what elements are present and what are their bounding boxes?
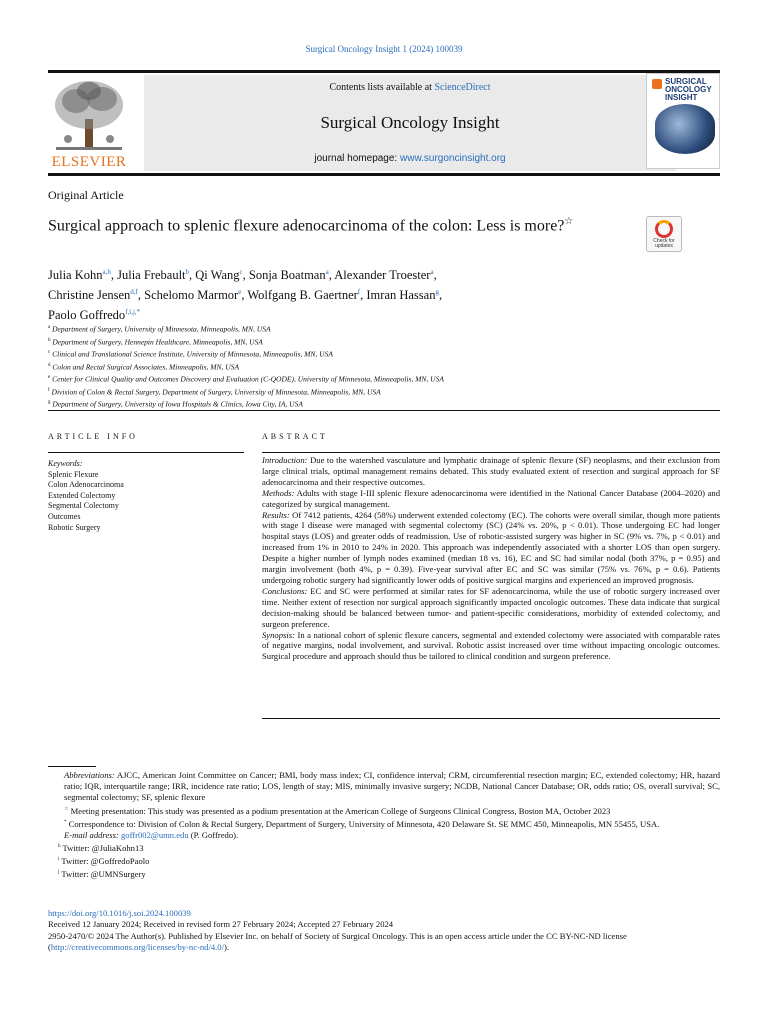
meeting-mark: ☆: [64, 806, 69, 812]
license-text: 2950-2470/© 2024 The Author(s). Published by Elsevier Inc. on behalf of Society of Surgical Oncology. This is an open access article under the CC BY-NC-ND license (: [48, 930, 627, 953]
author-affil-link[interactable]: e: [238, 288, 242, 297]
license-link[interactable]: http://creativecommons.org/licenses/by-nc-nd/4.0/: [50, 942, 224, 953]
author-affil-link[interactable]: a,h: [102, 268, 111, 276]
affiliation: [48, 335, 720, 348]
crossmark-icon: [655, 220, 673, 238]
author-name: Christine Jensen: [48, 288, 131, 303]
keywords-block: [48, 459, 244, 533]
abstract-methods: [262, 488, 720, 510]
keywords-label: Keywords:: [48, 459, 83, 468]
author-affil-link[interactable]: b: [185, 268, 190, 276]
author-name: Qi Wang: [195, 268, 240, 283]
contents-available: [144, 82, 676, 93]
author-name: Alexander Troester: [334, 268, 431, 283]
author-list: Julia Kohn$^{a,h}$, Julia Frebault$^b$, Qi Wang$^c$, Sonja Boatman$^a$, Alexander Troester$^a$, Christine Jensen$^{d,f}$, Schelomo Marmor$^e$, Wolfgang B. Gaertner$^f$, Imran Hassan$^g$, Paolo Goffredo$^{f,i,j,*}$: [48, 268, 443, 323]
author-affil-link[interactable]: d,f: [130, 288, 138, 297]
abstract-section-label: Synopsis:: [262, 629, 295, 640]
affiliation: [48, 397, 720, 410]
twitter-key: h: [58, 843, 61, 849]
abstract-divider: [262, 452, 720, 453]
keyword: Outcomes: [48, 511, 81, 521]
email-link[interactable]: goffr002@umn.edu: [120, 829, 189, 840]
affiliation: [48, 372, 720, 385]
author-name: Paolo Goffredo: [48, 308, 126, 323]
abstract-section-label: Conclusions:: [262, 585, 308, 596]
keyword: Segmental Colectomy: [48, 501, 119, 511]
homepage-prefix: journal homepage:: [314, 153, 400, 164]
abstract-section-label: Results:: [262, 509, 290, 520]
footnote-divider: [48, 766, 96, 767]
abstract-section-text: In a national cohort of splenic flexure cancers, segmental and extended colectomy were associated with comparable rates of negative margins, nodal involvement, and survival. Robotic assist increased over time without impacting oncologic outcomes. Surgical procedure and approach should thus be tailored to clinical condition and surgeon preference.: [262, 629, 720, 662]
title-footnote-mark[interactable]: ☆: [564, 216, 574, 227]
author-affil-link[interactable]: a: [325, 268, 329, 276]
abstract-results: [262, 510, 720, 586]
journal-citation[interactable]: Surgical Oncology Insight 1 (2024) 100039: [305, 44, 463, 54]
affiliation-key: b: [48, 337, 51, 343]
doi-link[interactable]: https://doi.org/10.1016/j.soi.2024.100039: [48, 908, 191, 918]
publication-info: [48, 908, 720, 954]
affiliation: [48, 360, 720, 373]
correspondence-footnote: [48, 817, 720, 830]
society-logo-icon: [652, 79, 662, 89]
email-label: E-mail address:: [64, 829, 119, 840]
author-affil-link[interactable]: f: [357, 288, 361, 297]
affiliation: [48, 385, 720, 398]
license-end: ).: [223, 942, 229, 953]
tree-icon: [48, 79, 130, 153]
abstract-section-text: Adults with stage I-III splenic flexure adenocarcinoma were identified in the National Cancer Database (2004–2020) and categorized by surgical management.: [262, 487, 720, 509]
keyword: Robotic Surgery: [48, 522, 101, 532]
journal-banner: [144, 75, 676, 171]
affiliation-key: f: [48, 387, 50, 393]
abbreviations-label: Abbreviations:: [64, 770, 115, 780]
author-name: Julia Frebault: [117, 268, 186, 283]
journal-title: Surgical Oncology Insight: [320, 113, 500, 132]
keyword: Colon Adenocarcinoma: [48, 480, 124, 490]
twitter-handle: Twitter: @UMNSurgery: [59, 868, 146, 879]
meeting-text: Meeting presentation: This study was presented as a podium presentation at the American College of Surgeons Clinical Congress, Boston MA, October 2023: [68, 805, 611, 816]
article-info-divider: [48, 452, 244, 453]
abstract-section-text: Of 7412 patients, 4264 (58%) underwent extended colectomy (EC). The cohorts were overall similar, though more patients with stage I disease were managed with segmental colectomy (SC) (24% vs. 20%, p < 0.01). Those undergoing EC had longer hospital stays (LOS) and greater odds of readmission. Use of robotic-assisted surgery was higher in SC (9% vs. 7%, p < 0.01) and increased from 1% in 2010 to 24% in 2020. This approach was independently associated with a shorter LOS than open surgery. Despite a higher number of lymph nodes examined (median 18 vs. 16), EC and SC had similar nodal (both 37%, p = 0.95) and margin involvement (both 4%, p = 0.39). Five-year survival after EC and SC was similar (75% vs. 76%, p = 0.6). Patients undergoing robotic surgery had significantly lower odds of positive surgical margins and experienced an improved prognosis.: [262, 509, 720, 585]
author-name: Schelomo Marmor: [144, 288, 239, 303]
affiliation-text: Division of Colon & Rectal Surgery, Department of Surgery, University of Minnesota, Minneapolis, MN, USA: [51, 387, 381, 396]
affiliation-text: Clinical and Translational Science Institute, University of Minnesota, Minneapolis, MN, USA: [52, 349, 333, 359]
email-footnote: [48, 830, 720, 841]
affiliation-key: a: [48, 325, 51, 330]
elsevier-wordmark: ELSEVIER: [51, 154, 127, 170]
elsevier-logo[interactable]: [48, 79, 130, 171]
abstract-heading: ABSTRACT: [262, 432, 328, 441]
author-name: Wolfgang B. Gaertner: [247, 288, 358, 303]
affiliation-text: Colon and Rectal Surgical Associates, Minneapolis, MN, USA: [52, 362, 240, 371]
section-divider: [48, 410, 720, 411]
affiliation-text: Department of Surgery, University of Iowa Hospitals & Clinics, Iowa City, IA, USA: [52, 399, 303, 409]
cover-title: SURGICAL ONCOLOGY INSIGHT: [665, 77, 712, 102]
globe-image: [655, 104, 715, 154]
publication-dates: Received 12 January 2024; Received in revised form 27 February 2024; Accepted 27 February 2024: [48, 919, 394, 930]
affiliation: [48, 347, 720, 360]
abstract-end-divider: [262, 718, 720, 719]
affiliation: [48, 322, 720, 335]
twitter-key: j: [58, 870, 60, 876]
correspondence-text: Correspondence to: Division of Colon & Rectal Surgery, Department of Surgery, University of Minnesota, 420 Delaware St. SE MMC 450, Minneapolis, MN 55455, USA.: [66, 818, 660, 829]
check-for-updates-label: Check for updates: [653, 238, 675, 249]
abstract-section-text: EC and SC were performed at similar rates for SF adenocarcinoma, while the use of robotic surgery increased over time. Neither extent of resection nor surgical approach significantly impacted oncologic outcomes. These data indicate that surgical decision-making should be balanced between tumor- and patient-specific considerations, morbidity of extended colectomy, and surgeon preference.: [262, 585, 720, 629]
author-name: Sonja Boatman: [248, 268, 326, 283]
abstract-section-label: Methods:: [262, 487, 295, 498]
author-affil-link[interactable]: a: [430, 268, 434, 276]
homepage-link[interactable]: www.surgoncinsight.org: [400, 153, 506, 164]
author-affil-link[interactable]: c: [239, 268, 243, 276]
affiliation-text: Department of Surgery, Hennepin Healthcare, Minneapolis, MN, USA: [52, 337, 263, 346]
keyword: Extended Colectomy: [48, 490, 116, 500]
abstract-section-text: Due to the watershed vasculature and lymphatic drainage of splenic flexure (SF) neoplasms, and their exclusion from large clinical trials, optimal management remains debated. This study evaluated extent of resection and surgical approach for SF adenocarcinoma and their respective outcomes.: [262, 455, 720, 487]
article-title-text: Surgical approach to splenic flexure adenocarcinoma of the colon: Less is more?: [48, 217, 565, 235]
masthead: [48, 70, 720, 176]
twitter-footnote: [48, 841, 720, 854]
keyword: Splenic Flexure: [48, 469, 99, 479]
abstract-synopsis: [262, 630, 720, 663]
author-affil-link[interactable]: g: [435, 288, 439, 297]
author-affil-link[interactable]: f,i,j,*: [125, 308, 141, 317]
footnotes: [48, 770, 720, 880]
affiliation-key: c: [48, 350, 51, 355]
article-type: Original Article: [48, 188, 124, 202]
abstract-introduction: [262, 455, 720, 488]
affiliation-key: g: [48, 400, 51, 405]
affiliation-text: Center for Clinical Quality and Outcomes Discovery and Evaluation (C-QODE), University of Minnesota, Minneapolis, MN, USA: [52, 374, 444, 384]
email-suffix: (P. Goffredo).: [188, 829, 239, 840]
check-for-updates-button[interactable]: [646, 216, 682, 252]
author-name: Julia Kohn: [48, 268, 103, 283]
article-title: [48, 211, 638, 237]
meeting-footnote: [48, 804, 720, 817]
journal-cover[interactable]: [646, 73, 720, 169]
twitter-key: i: [58, 857, 60, 862]
abstract-conclusions: [262, 586, 720, 630]
correspondence-mark: *: [64, 819, 67, 825]
affiliation-text: Department of Surgery, University of Minnesota, Minneapolis, MN, USA: [52, 324, 271, 334]
abbreviations-footnote: [48, 770, 720, 804]
abstract-section-label: Introduction:: [262, 455, 308, 465]
affiliation-list: [48, 322, 720, 410]
license-statement: [48, 931, 720, 954]
twitter-footnote: [48, 854, 720, 867]
author-name: Imran Hassan: [366, 288, 436, 303]
contents-prefix: Contents lists available at: [329, 82, 435, 93]
twitter-handle: Twitter: @GoffredoPaolo: [59, 855, 150, 866]
journal-homepage: [144, 153, 676, 164]
affiliation-key: d: [48, 362, 51, 368]
abbreviations-text: AJCC, American Joint Committee on Cancer; BMI, body mass index; CI, confidence interval; CRM, circumferential resection margin; EC, extended colectomy; HR, hazard ratio; IQR, interquartile range; IRR, incidence rate ratio; LOS, length of stay; MIS, minimally invasive surgery; NCDB, National Cancer Database; OR, odds ratio; OS, overall survival; SC, segmental colectomy; SF, splenic flexure: [64, 770, 720, 803]
sciencedirect-link[interactable]: ScienceDirect: [434, 82, 491, 93]
twitter-handle: Twitter: @JuliaKohn13: [60, 842, 144, 853]
twitter-footnote: [48, 867, 720, 880]
affiliation-key: e: [48, 375, 51, 380]
abstract-body: [262, 455, 720, 662]
article-info-heading: ARTICLE INFO: [48, 432, 138, 441]
